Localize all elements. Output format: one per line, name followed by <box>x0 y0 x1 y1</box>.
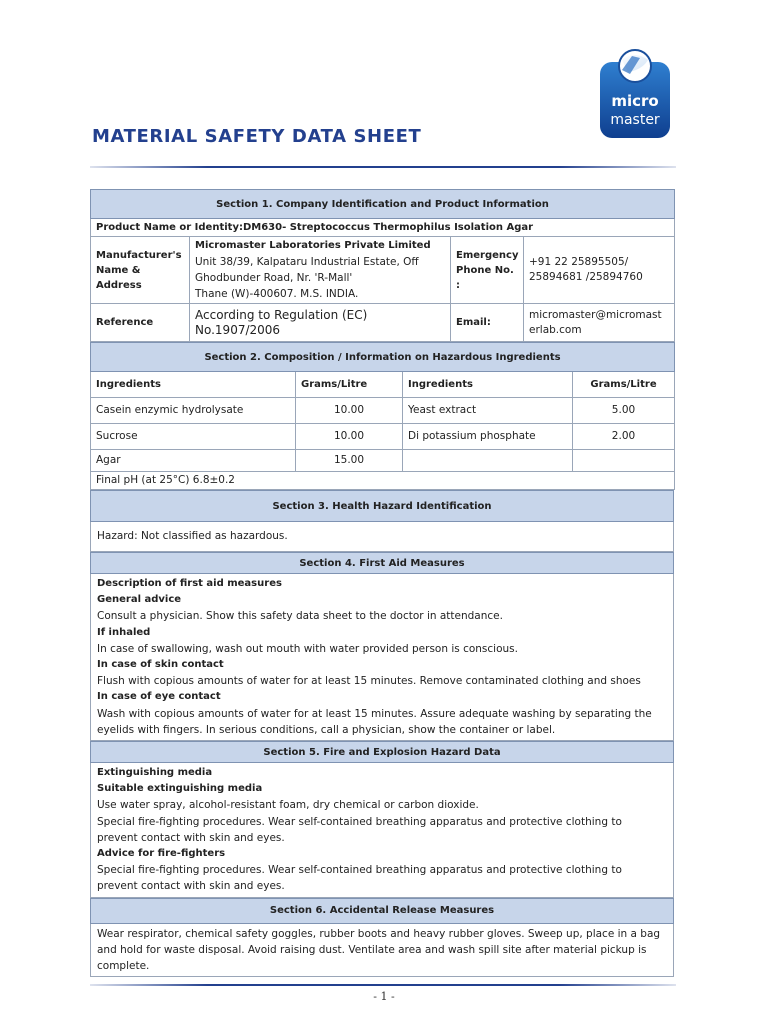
manufacturer-address-line-1: Unit 38/39, Kalpataru Industrial Estate, Off <box>195 256 419 268</box>
footer-divider <box>90 984 676 986</box>
skin-contact-text: Flush with copious amounts of water for at least 15 minutes. Remove contaminated clothing and shoes <box>97 675 641 688</box>
fire-procedure-text-1: Special fire-fighting procedures. Wear self-contained breathing apparatus and protective clothing to <box>97 815 622 828</box>
general-advice-heading: General advice <box>97 594 182 606</box>
reference-value: According to Regulation (EC) No.1907/2006 <box>190 304 451 342</box>
section-1-title: Section 1. Company Identification and Product Information <box>91 190 675 219</box>
ingredients-header-left: Ingredients <box>91 372 296 398</box>
section-4-title: Section 4. First Aid Measures <box>91 553 674 574</box>
ingredient-name: Di potassium phosphate <box>403 424 573 450</box>
manufacturer-label: Manufacturer's Name & Address <box>91 237 190 304</box>
ingredient-name <box>403 450 573 472</box>
eye-contact-heading: In case of eye contact <box>97 691 221 703</box>
accidental-release-text-2: and hold for waste disposal. Avoid raising dust. Ventilate area and wash spill site after material pickup is <box>97 943 647 956</box>
fire-fighter-advice-text-1: Special fire-fighting procedures. Wear self-contained breathing apparatus and protective clothing to <box>97 864 622 877</box>
header-divider <box>90 166 676 168</box>
manufacturer-name: Micromaster Laboratories Private Limited <box>195 240 431 251</box>
ingredient-name: Agar <box>91 450 296 472</box>
section-2-table <box>90 342 675 490</box>
ingredient-row <box>91 424 675 450</box>
section-6-title: Section 6. Accidental Release Measures <box>91 898 674 923</box>
ingredient-amount: 5.00 <box>573 398 675 424</box>
page-number: - 1 - <box>373 990 395 1003</box>
fire-fighter-advice-heading: Advice for fire-fighters <box>97 848 226 860</box>
final-ph: Final pH (at 25°C) 6.8±0.2 <box>91 472 675 490</box>
reference-label: Reference <box>91 304 190 342</box>
ingredient-name: Casein enzymic hydrolysate <box>91 398 296 424</box>
if-inhaled-heading: If inhaled <box>97 626 151 638</box>
micromaster-logo <box>598 48 672 140</box>
section-1-table <box>90 189 675 342</box>
product-identity: Product Name or Identity:DM630- Streptococcus Thermophilus Isolation Agar <box>91 219 675 237</box>
manufacturer-address-line-3: Thane (W)-400607. M.S. INDIA. <box>195 288 359 300</box>
accidental-release-text-3: complete. <box>97 960 150 973</box>
first-aid-heading: Description of first aid measures <box>97 578 282 589</box>
section-3-title: Section 3. Health Hazard Identification <box>91 491 674 522</box>
ingredient-amount: 10.00 <box>296 424 403 450</box>
ingredient-name: Sucrose <box>91 424 296 450</box>
grams-header-right: Grams/Litre <box>573 372 675 398</box>
ingredient-amount: 2.00 <box>573 424 675 450</box>
suitable-media-heading: Suitable extinguishing media <box>97 783 263 795</box>
section-3-table <box>90 490 674 552</box>
skin-contact-heading: In case of skin contact <box>97 659 224 671</box>
ingredients-header-right: Ingredients <box>403 372 573 398</box>
if-inhaled-text: In case of swallowing, wash out mouth with water provided person is conscious. <box>97 642 518 655</box>
hazard-text: Hazard: Not classified as hazardous. <box>91 522 674 552</box>
eye-contact-text-1: Wash with copious amounts of water for at least 15 minutes. Assure adequate washing by separating the <box>97 707 652 720</box>
fire-procedure-text-2: prevent contact with skin and eyes. <box>97 831 285 844</box>
general-advice-text: Consult a physician. Show this safety data sheet to the doctor in attendance. <box>97 610 503 623</box>
ingredient-amount: 15.00 <box>296 450 403 472</box>
suitable-media-text: Use water spray, alcohol-resistant foam, dry chemical or carbon dioxide. <box>97 799 479 812</box>
ingredient-amount <box>573 450 675 472</box>
emergency-phone-line-1: +91 22 25895505/ <box>529 256 629 268</box>
logo-text-master: master <box>610 112 660 128</box>
ingredient-name: Yeast extract <box>403 398 573 424</box>
email-line-1: micromaster@micromast <box>529 308 662 321</box>
ingredient-row <box>91 450 675 472</box>
section-2-title: Section 2. Composition / Information on Hazardous Ingredients <box>91 343 675 372</box>
email-label: Email: <box>451 304 524 342</box>
emergency-phone-label: Emergency Phone No. : <box>451 237 524 304</box>
fire-fighter-advice-text-2: prevent contact with skin and eyes. <box>97 880 285 893</box>
eye-contact-text-2: eyelids with fingers. In serious conditions, call a physician, show the container or label. <box>97 723 556 736</box>
ingredient-amount: 10.00 <box>296 398 403 424</box>
section-5-title: Section 5. Fire and Explosion Hazard Data <box>91 742 674 763</box>
section-6-table <box>90 898 674 978</box>
emergency-phone-line-2: 25894681 /25894760 <box>529 271 643 283</box>
section-5-table <box>90 741 674 898</box>
manufacturer-address-line-2: Ghodbunder Road, Nr. 'R-Mall' <box>195 272 353 284</box>
ingredient-row <box>91 398 675 424</box>
section-4-table <box>90 552 674 741</box>
email-line-2: erlab.com <box>529 323 582 336</box>
accidental-release-text-1: Wear respirator, chemical safety goggles, rubber boots and heavy rubber gloves. Sweep up, place in a bag <box>97 927 661 940</box>
logo-text-micro: micro <box>611 92 659 110</box>
grams-header-left: Grams/Litre <box>296 372 403 398</box>
document-title: MATERIAL SAFETY DATA SHEET <box>92 126 422 147</box>
extinguishing-media-heading: Extinguishing media <box>97 767 213 779</box>
msds-sheet <box>90 189 674 977</box>
